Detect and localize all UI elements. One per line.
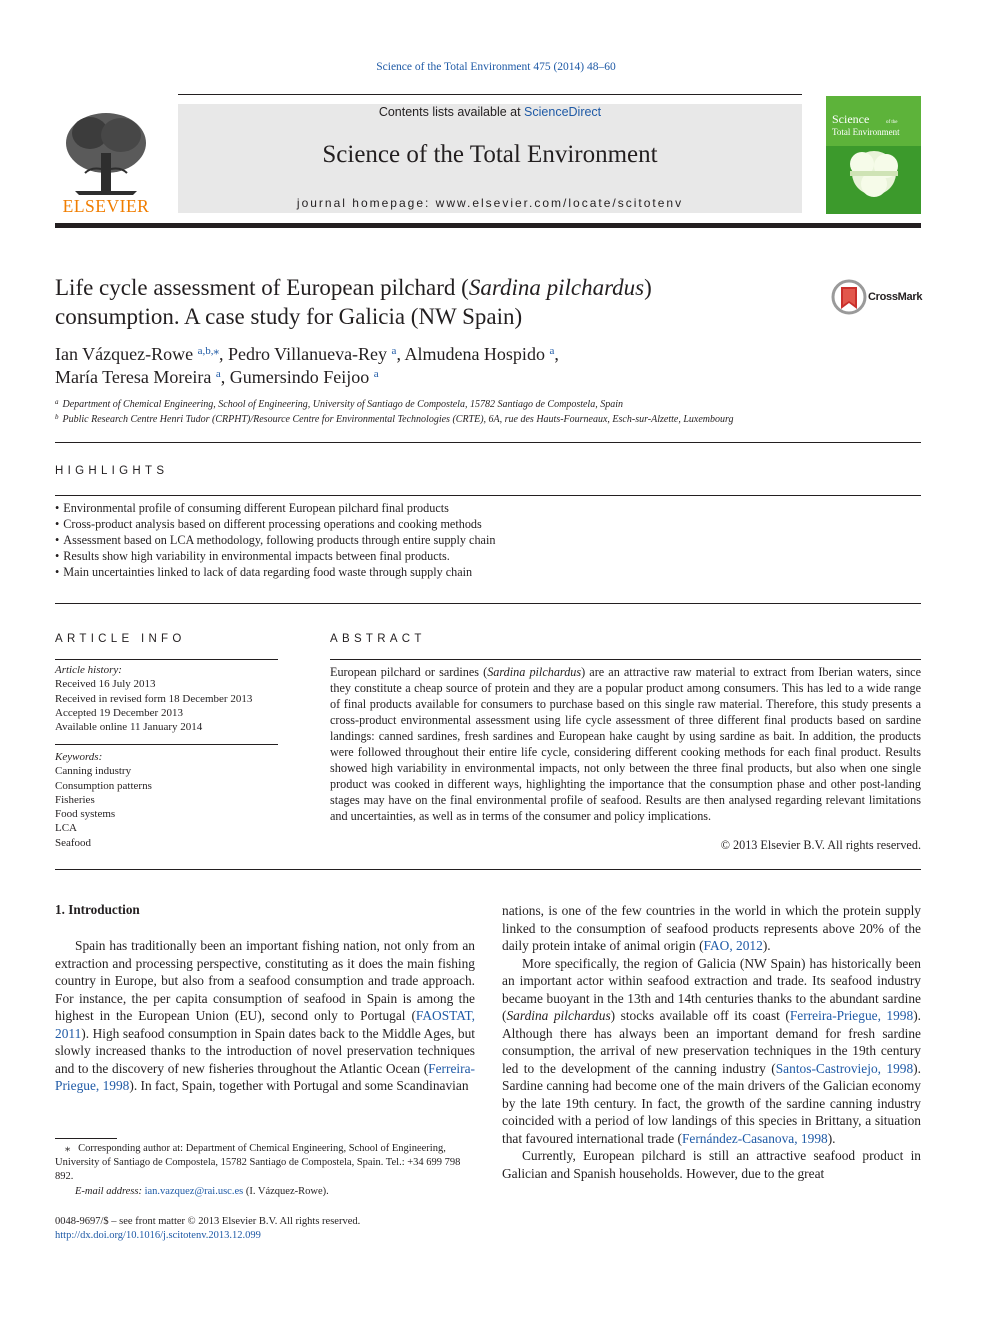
keywords-label: Keywords: [55, 751, 103, 763]
reference-link[interactable]: Fernández-Casanova, 1998 [681, 1130, 828, 1146]
reference-link[interactable]: Santos-Castroviejo, 1998 [775, 1060, 914, 1076]
history-entry: Received 16 July 2013 [55, 678, 156, 691]
corresponding-author-footnote: ⁎ Corresponding author at: Department of Chemical Engineering, School of Engineering, University of Santiago de Compostela, 15782 Santiago de Compostela, Spain. Tel.: +34 699 798 892. E-mail address: ian.vazquez@rai.usc.es (I. Vázquez-Rowe). [55, 1143, 461, 1197]
highlight-item: • Assessment based on LCA methodology, following products through entire supply chain [55, 532, 495, 548]
section-divider [55, 603, 921, 604]
abstract-rule [330, 659, 921, 660]
highlights-rule [55, 495, 921, 496]
corresponding-author-mark[interactable]: ⁎ [213, 345, 219, 357]
sciencedirect-link[interactable]: ScienceDirect [524, 105, 602, 119]
keyword: LCA [55, 822, 77, 835]
history-entry: Accepted 19 December 2013 [55, 706, 183, 719]
history-entry: Available online 11 January 2014 [55, 721, 203, 734]
cover-title-line1: Science [832, 112, 870, 126]
section-divider [55, 442, 921, 443]
header-thick-rule [55, 223, 921, 228]
highlights-heading: HIGHLIGHTS [55, 465, 169, 477]
author-name: Almudena Hospido [404, 344, 545, 364]
cover-title-line2: Total Environment [832, 127, 900, 137]
author-name: Gumersindo Feijoo [229, 367, 370, 387]
reference-link[interactable]: Ferreira-Priegue, 1998 [55, 1060, 475, 1093]
reference-link[interactable]: FAOSTAT, 2011 [55, 1008, 475, 1041]
abstract-text: European pilchard or sardines (Sardina pilchardus) are an attractive raw material to extract from Iberian waters, since they constitute a cheap source of protein and they are a popular product among consumers. This has led to a wide range of final products available for consumers to purchase based on this single raw material. Therefore, this study presents a cross-product environmental assessment using life cycle assessment of three different final products based on sardine landings: canned sardines, fresh sardines and European hake caught by using sardine as bait. In addition, the products were followed throughout their entire life cycle, considering different cooking methods for each final product. Results showed high variability in environmental impacts, not only between the three final products, but also when one single product was cooked in different ways, highlighting the importance that the consumption phase and other post-landing stages may have on the final environmental profile of seafood. Results are then analysed regarding relevant limitations and uncertainties, as well as in terms of the consumer and policy implications. [330, 665, 921, 823]
cover-small-text: of the [886, 120, 898, 125]
keywords-rule [55, 744, 278, 745]
doi-link[interactable]: http://dx.doi.org/10.1016/j.scitotenv.2013.12.099 [55, 1230, 261, 1242]
author-affiliation-mark[interactable]: a [549, 345, 555, 357]
article-history [55, 663, 278, 734]
issn-line: 0048-9697/$ – see front matter © 2013 Elsevier B.V. All rights reserved. http://dx.doi.org/10.1016/j.scitotenv.2013.12.099 [55, 1216, 361, 1242]
history-entry: Received in revised form 18 December 2013 [55, 692, 253, 705]
intro-right-column [502, 902, 921, 1182]
crossmark-icon[interactable] [831, 279, 867, 315]
affiliation-b: $^b$ Public Research Centre Henri Tudor (CRPHT)/Resource Centre for Environmental Technologies (CRTE), 6A, rue des Hauts-Fourneaux, Esch-sur-Alzette, Luxembourg [55, 413, 734, 425]
journal-citation[interactable]: Science of the Total Environment 475 (2014) 48–60 [376, 61, 616, 73]
keyword: Fisheries [55, 793, 95, 806]
introduction-heading: 1. Introduction [55, 902, 140, 917]
author-affiliation-mark[interactable]: a [215, 368, 221, 380]
crossmark-label[interactable]: CrossMark [868, 291, 923, 303]
author-affiliation-mark[interactable]: a,b, [197, 345, 214, 357]
journal-homepage[interactable]: journal homepage: www.elsevier.com/locate/scitotenv [296, 196, 684, 210]
copyright-notice: © 2013 Elsevier B.V. All rights reserved. [720, 838, 921, 852]
intro-paragraph: nations, is one of the few countries in the world in which the protein supply linked to the consumption of seafood products represents above 20% of the daily protein intake of animal origin (FAO, 2012). [502, 903, 921, 953]
intro-paragraph: Currently, European pilchard is still an attractive seafood product in Galician and Spanish households. However, due to the great [502, 1148, 921, 1181]
highlights-list [55, 500, 495, 580]
affiliation-a: $^a$ Department of Chemical Engineering, School of Engineering, University of Santiago de Compostela, 15782 Santiago de Compostela, Spain [55, 398, 623, 410]
highlight-item: • Results show high variability in environmental impacts between final products. [55, 548, 495, 564]
article-info-rule [55, 659, 278, 660]
abstract-heading: ABSTRACT [330, 633, 426, 645]
highlight-item: • Main uncertainties linked to lack of data regarding food waste through supply chain [55, 564, 495, 580]
intro-paragraph: More specifically, the region of Galicia (NW Spain) has historically been an important actor within seafood extraction and trade. Its seafood industry became buoyant in the 13th and 14th centuries thanks to the abundant sardine (Sardina pilchardus) stocks available off its coast (Ferreira-Priegue, 1998). Although there has always been an important demand for fresh sardine consumption, the arrival of new preservation techniques in the 19th century led to the development of the canning industry (Santos-Castroviejo, 1998). Sardine canning had become one of the main drivers of the Galician economy by the late 19th century. In fact, the growth of the sardine canning industry coincided with a period of low landings of this species in Brittany, a situation that favoured international trade (Fernández-Casanova, 1998). [502, 955, 922, 1146]
author-name: Pedro Villanueva-Rey [228, 344, 388, 364]
keywords [55, 750, 278, 850]
keyword: Consumption patterns [55, 779, 152, 792]
section-divider [55, 869, 921, 870]
highlight-item: • Cross-product analysis based on different processing operations and cooking methods [55, 516, 495, 532]
keyword: Canning industry [55, 765, 132, 778]
author-name: María Teresa Moreira [55, 367, 212, 387]
highlight-item: • Environmental profile of consuming different European pilchard final products [55, 500, 495, 516]
author-email-link[interactable]: ian.vazquez@rai.usc.es [144, 1185, 244, 1197]
author-affiliation-mark[interactable]: a [373, 368, 379, 380]
footnote-rule [55, 1138, 117, 1139]
intro-left-column [55, 937, 475, 1095]
article-history-label: Article history: [55, 664, 122, 676]
keyword: Food systems [55, 808, 116, 821]
keyword: Seafood [55, 836, 92, 849]
author-affiliation-mark[interactable]: a [391, 345, 397, 357]
article-title: Life cycle assessment of European pilchard (Sardina pilchardus) consumption. A case study for Galicia (NW Spain) [55, 275, 652, 329]
article-info-heading: ARTICLE INFO [55, 633, 186, 645]
reference-link[interactable]: Ferreira-Priegue, 1998 [789, 1008, 914, 1023]
author-list: Ian Vázquez-Rowe $^{a,b,⁎}$, Pedro Villanueva-Rey $^a$, Almudena Hospido $^a$, María Teresa Moreira $^a$, Gumersindo Feijoo $^a$ [55, 344, 559, 387]
header-top-rule [178, 94, 802, 95]
reference-link[interactable]: FAO, 2012 [703, 938, 763, 953]
journal-cover-thumbnail [826, 96, 921, 214]
contents-line: Contents lists available at ScienceDirect [378, 105, 602, 119]
author-name: Ian Vázquez-Rowe [55, 344, 194, 364]
intro-paragraph: Spain has traditionally been an important fishing nation, not only from an extraction and processing perspective, constituting as it does the main fishing country in Europe, but also from a seafood consumption and trade approach. For instance, the per capita consumption of seafood in Spain is among the highest in the European Union (EU), second only to Portugal (FAOSTAT, 2011). High seafood consumption in Spain dates back to the Middle Ages, but slowly increased thanks to the introduction of novel preservation techniques and to the discovery of new fisheries throughout the Atlantic Ocean (Ferreira-Priegue, 1998). In fact, Spain, together with Portugal and some Scandinavian [55, 938, 475, 1093]
footnote-star: ⁎ [65, 1143, 71, 1154]
journal-name: Science of the Total Environment [322, 141, 658, 168]
elsevier-wordmark: ELSEVIER [62, 196, 150, 216]
